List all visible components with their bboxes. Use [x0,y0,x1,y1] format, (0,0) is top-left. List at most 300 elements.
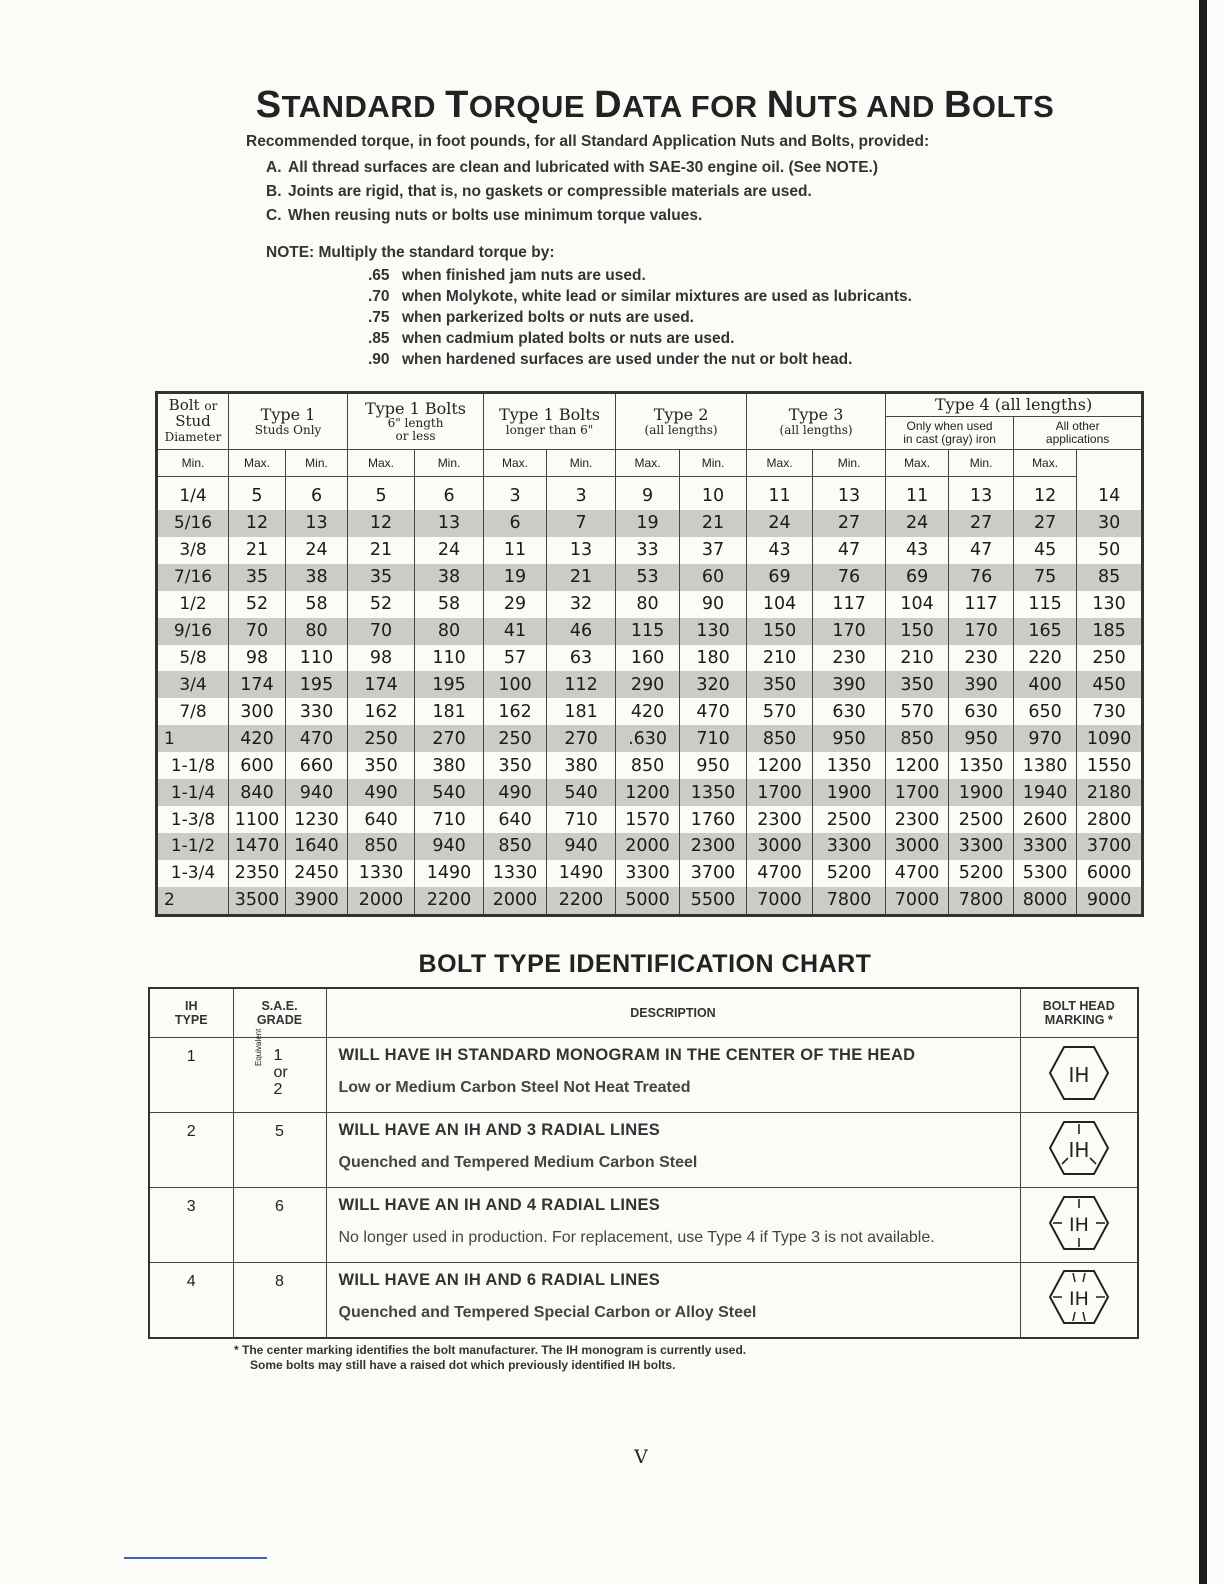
bolt-head-marking [1020,1188,1138,1263]
torque-value: 850 [886,725,949,752]
torque-value: 3300 [616,860,680,887]
torque-value: 1200 [747,752,813,779]
min-header: Min. [286,450,348,477]
torque-value: 181 [415,698,484,725]
torque-value: 1550 [1077,752,1143,779]
torque-value: 2000 [348,887,415,916]
torque-value: 47 [813,537,886,564]
torque-value: 540 [415,779,484,806]
torque-value: 380 [547,752,616,779]
hex-ih-3-lines-icon [1047,1118,1111,1178]
torque-value: 1350 [680,779,747,806]
torque-value: 220 [1014,645,1077,672]
diameter-cell: 1 [157,725,229,752]
torque-value: 11 [747,477,813,510]
torque-value: 21 [547,564,616,591]
max-header: Max. [886,450,949,477]
torque-value: 35 [348,564,415,591]
scan-edge [1199,0,1207,1584]
ih-type: 4 [149,1263,233,1338]
torque-value: 390 [949,671,1014,698]
max-header: Max. [348,450,415,477]
torque-value: 30 [1077,510,1143,537]
torque-row [157,564,1143,591]
sae-grade: 6 [233,1188,326,1263]
torque-value: 19 [616,510,680,537]
torque-value: 160 [616,645,680,672]
torque-value: 33 [616,537,680,564]
page-number: V [634,1446,648,1468]
torque-value: 195 [286,671,348,698]
torque-value: 2000 [616,833,680,860]
torque-value: 43 [747,537,813,564]
type1-short-bolts-header: Type 1 Bolts 6" length or less [348,393,484,450]
diameter-cell: 1-1/2 [157,833,229,860]
torque-value: 970 [1014,725,1077,752]
hex-ih-4-lines-icon [1047,1193,1111,1253]
torque-value: 9 [616,477,680,510]
torque-value: 162 [348,698,415,725]
torque-value: 5200 [949,860,1014,887]
torque-value: 12 [229,510,286,537]
torque-value: 4700 [747,860,813,887]
torque-value: 2350 [229,860,286,887]
torque-value: 117 [813,591,886,618]
torque-value: 3900 [286,887,348,916]
min-header: Min. [547,450,616,477]
torque-value: 350 [348,752,415,779]
torque-value: 1100 [229,806,286,833]
torque-value: 110 [286,645,348,672]
torque-value: 400 [1014,671,1077,698]
torque-value: 13 [813,477,886,510]
max-header: Max. [747,450,813,477]
torque-value: 112 [547,671,616,698]
torque-value: 490 [484,779,547,806]
underline-mark [124,1557,267,1559]
torque-value: 46 [547,618,616,645]
torque-value: 7000 [886,887,949,916]
torque-value: 710 [547,806,616,833]
torque-value: 270 [547,725,616,752]
id-chart-title: BOLT TYPE IDENTIFICATION CHART [418,950,872,978]
torque-value: 2180 [1077,779,1143,806]
torque-value: 470 [680,698,747,725]
torque-value: 450 [1077,671,1143,698]
torque-value: 250 [348,725,415,752]
bolt-head-marking [1020,1263,1138,1338]
torque-value: 850 [747,725,813,752]
torque-row [157,725,1143,752]
diameter-cell: 1/4 [157,477,229,510]
page-title: STANDARD TORQUE DATA FOR NUTS AND BOLTS [255,84,1055,126]
torque-value: 58 [415,591,484,618]
sae-grade: Equivalent 1 or 2 [233,1038,326,1113]
type4-header: Type 4 (all lengths) [886,393,1143,417]
torque-value: 250 [484,725,547,752]
torque-value: 5500 [680,887,747,916]
torque-value: 2500 [813,806,886,833]
torque-value: 940 [547,833,616,860]
max-header: Max. [1014,450,1077,477]
torque-value: 6 [286,477,348,510]
torque-value: 180 [680,645,747,672]
torque-value: 3300 [813,833,886,860]
bolt-head-marking [1020,1038,1138,1113]
torque-value: 3700 [680,860,747,887]
torque-value: 210 [886,645,949,672]
torque-value: 570 [747,698,813,725]
torque-value: 350 [484,752,547,779]
torque-value: 1230 [286,806,348,833]
torque-value: 37 [680,537,747,564]
torque-value: 80 [415,618,484,645]
torque-value: 940 [286,779,348,806]
torque-value: 10 [680,477,747,510]
torque-row [157,477,1143,510]
torque-value: 32 [547,591,616,618]
multiplier-item: .90 when hardened surfaces are used under the nut or bolt head. [368,351,853,368]
torque-value: 8000 [1014,887,1077,916]
torque-value: 350 [886,671,949,698]
torque-table [155,391,1144,917]
torque-value: 130 [1077,591,1143,618]
torque-value: 24 [286,537,348,564]
torque-value: 174 [229,671,286,698]
diameter-cell: 7/8 [157,698,229,725]
diameter-cell: 1-3/4 [157,860,229,887]
torque-value: 58 [286,591,348,618]
diameter-cell: 5/8 [157,645,229,672]
torque-value: 29 [484,591,547,618]
torque-value: 2000 [484,887,547,916]
bolt-diameter-header: Bolt or Stud Diameter [157,393,229,450]
torque-value: 3 [484,477,547,510]
description: WILL HAVE AN IH AND 3 RADIAL LINES Quenched and Tempered Medium Carbon Steel [326,1113,1020,1188]
diameter-cell: 3/4 [157,671,229,698]
torque-row [157,833,1143,860]
torque-value: 250 [1077,645,1143,672]
diameter-cell: 3/8 [157,537,229,564]
torque-row [157,779,1143,806]
torque-value: 3300 [949,833,1014,860]
torque-value: 80 [616,591,680,618]
torque-row [157,887,1143,916]
torque-value: 50 [1077,537,1143,564]
torque-value: 630 [813,698,886,725]
id-row [149,1038,1138,1113]
torque-value: 165 [1014,618,1077,645]
diameter-cell: 9/16 [157,618,229,645]
description-header: DESCRIPTION [326,988,1020,1038]
torque-value: 850 [616,752,680,779]
torque-value: 9000 [1077,887,1143,916]
torque-value: 5 [229,477,286,510]
torque-value: 195 [415,671,484,698]
torque-value: 70 [348,618,415,645]
type4-cast-iron-header: Only when used in cast (gray) iron [886,417,1014,450]
type2-header: Type 2 (all lengths) [616,393,747,450]
torque-value: 270 [415,725,484,752]
torque-value: 170 [813,618,886,645]
torque-value: 330 [286,698,348,725]
multiplier-item: .75 when parkerized bolts or nuts are used. [368,309,694,326]
torque-value: 1330 [484,860,547,887]
description: WILL HAVE AN IH AND 4 RADIAL LINES No longer used in production. For replacement, use Type 4 if Type 3 is not available. [326,1188,1020,1263]
torque-value: 43 [886,537,949,564]
torque-value: 75 [1014,564,1077,591]
torque-row [157,698,1143,725]
torque-value: 24 [886,510,949,537]
torque-value: 1350 [949,752,1014,779]
torque-value: 640 [348,806,415,833]
torque-value: 940 [415,833,484,860]
type1-long-bolts-header: Type 1 Bolts longer than 6" [484,393,616,450]
torque-value: 100 [484,671,547,698]
torque-value: 3700 [1077,833,1143,860]
torque-value: 710 [415,806,484,833]
torque-value: 730 [1077,698,1143,725]
torque-value: 390 [813,671,886,698]
torque-value: 1490 [547,860,616,887]
torque-value: 115 [616,618,680,645]
torque-value: 11 [886,477,949,510]
torque-value: 660 [286,752,348,779]
torque-value: 104 [747,591,813,618]
svg-text:IH: IH [1068,1137,1090,1162]
hex-ih-plain-icon [1047,1043,1111,1103]
id-row [149,1113,1138,1188]
torque-value: 1640 [286,833,348,860]
torque-value: 13 [547,537,616,564]
id-row [149,1263,1138,1338]
torque-value: 420 [229,725,286,752]
torque-value: 290 [616,671,680,698]
torque-row [157,671,1143,698]
diameter-cell: 1/2 [157,591,229,618]
type3-header: Type 3 (all lengths) [747,393,886,450]
torque-value: 850 [484,833,547,860]
torque-value: 230 [949,645,1014,672]
diameter-cell: 7/16 [157,564,229,591]
torque-value: 150 [747,618,813,645]
torque-value: .630 [616,725,680,752]
torque-value: 98 [348,645,415,672]
diameter-cell: 5/16 [157,510,229,537]
torque-value: 69 [886,564,949,591]
torque-value: 350 [747,671,813,698]
torque-row [157,537,1143,564]
torque-value: 6 [415,477,484,510]
torque-value: 117 [949,591,1014,618]
torque-value: 1760 [680,806,747,833]
torque-value: 38 [415,564,484,591]
torque-row [157,806,1143,833]
multiplier-item: .70 when Molykote, white lead or similar mixtures are used as lubricants. [368,288,912,305]
torque-value: 950 [680,752,747,779]
torque-value: 45 [1014,537,1077,564]
description: WILL HAVE AN IH AND 6 RADIAL LINES Quenched and Tempered Special Carbon or Alloy Steel [326,1263,1020,1338]
torque-value: 7800 [813,887,886,916]
torque-value: 950 [949,725,1014,752]
id-row [149,1188,1138,1263]
torque-value: 230 [813,645,886,672]
torque-value: 300 [229,698,286,725]
type4-other-header: All other applications [1014,417,1143,450]
type1-studs-header: Type 1 Studs Only [229,393,348,450]
torque-value: 5300 [1014,860,1077,887]
torque-value: 540 [547,779,616,806]
torque-row [157,591,1143,618]
torque-value: 13 [286,510,348,537]
footnote: * The center marking identifies the bolt manufacturer. The IH monogram is currently used. Some bolts may still have a raised dot which previously identified IH bolts. [234,1343,747,1372]
torque-value: 1570 [616,806,680,833]
torque-value: 27 [949,510,1014,537]
ih-type: 3 [149,1188,233,1263]
torque-value: 170 [949,618,1014,645]
torque-value: 2450 [286,860,348,887]
torque-value: 98 [229,645,286,672]
torque-value: 210 [747,645,813,672]
torque-value: 35 [229,564,286,591]
min-header: Min. [680,450,747,477]
torque-value: 52 [229,591,286,618]
torque-value: 57 [484,645,547,672]
torque-row [157,645,1143,672]
torque-value: 38 [286,564,348,591]
condition-b: B. Joints are rigid, that is, no gaskets or compressible materials are used. [266,183,812,200]
torque-value: 640 [484,806,547,833]
marking-header: BOLT HEAD MARKING * [1020,988,1138,1038]
torque-value: 7800 [949,887,1014,916]
torque-value: 11 [484,537,547,564]
torque-value: 4700 [886,860,949,887]
torque-value: 53 [616,564,680,591]
torque-row [157,860,1143,887]
torque-value: 1700 [747,779,813,806]
torque-value: 2300 [747,806,813,833]
torque-value: 5 [348,477,415,510]
torque-value: 130 [680,618,747,645]
torque-row [157,752,1143,779]
min-header: Min. [949,450,1014,477]
svg-text:IH: IH [1068,1213,1089,1236]
torque-value: 1470 [229,833,286,860]
torque-value: 13 [415,510,484,537]
torque-value: 12 [348,510,415,537]
torque-value: 840 [229,779,286,806]
hex-ih-6-lines-icon [1047,1267,1111,1327]
bolt-id-chart [148,987,1139,1339]
torque-value: 5200 [813,860,886,887]
torque-value: 41 [484,618,547,645]
torque-value: 2300 [680,833,747,860]
torque-value: 162 [484,698,547,725]
torque-value: 1490 [415,860,484,887]
torque-value: 470 [286,725,348,752]
min-header: Min. [415,450,484,477]
note-heading: NOTE: Multiply the standard torque by: [266,244,555,261]
torque-value: 2800 [1077,806,1143,833]
torque-value: 110 [415,645,484,672]
torque-value: 115 [1014,591,1077,618]
max-header: Max. [229,450,286,477]
torque-value: 13 [949,477,1014,510]
torque-value: 850 [348,833,415,860]
torque-value: 2200 [547,887,616,916]
torque-value: 650 [1014,698,1077,725]
diameter-cell: 1-1/8 [157,752,229,779]
torque-value: 52 [348,591,415,618]
torque-value: 2300 [886,806,949,833]
max-header: Max. [484,450,547,477]
torque-value: 1900 [949,779,1014,806]
torque-value: 24 [415,537,484,564]
torque-value: 90 [680,591,747,618]
torque-value: 19 [484,564,547,591]
torque-value: 3000 [886,833,949,860]
torque-value: 21 [680,510,747,537]
min-header: Min. [157,450,229,477]
torque-row [157,618,1143,645]
torque-value: 420 [616,698,680,725]
torque-value: 174 [348,671,415,698]
torque-value: 69 [747,564,813,591]
torque-value: 1200 [616,779,680,806]
svg-text:IH: IH [1068,1062,1090,1087]
torque-value: 76 [949,564,1014,591]
torque-value: 490 [348,779,415,806]
torque-value: 1200 [886,752,949,779]
torque-value: 380 [415,752,484,779]
bolt-head-marking [1020,1113,1138,1188]
svg-text:IH: IH [1068,1288,1089,1311]
torque-value: 76 [813,564,886,591]
torque-value: 27 [813,510,886,537]
diameter-cell: 1-3/8 [157,806,229,833]
torque-value: 3500 [229,887,286,916]
torque-value: 6000 [1077,860,1143,887]
torque-value: 2500 [949,806,1014,833]
torque-value: 1940 [1014,779,1077,806]
torque-value: 570 [886,698,949,725]
torque-value: 47 [949,537,1014,564]
torque-value: 24 [747,510,813,537]
torque-value: 80 [286,618,348,645]
torque-value: 7000 [747,887,813,916]
torque-value: 21 [229,537,286,564]
torque-value: 1330 [348,860,415,887]
torque-value: 630 [949,698,1014,725]
sae-grade: 5 [233,1113,326,1188]
torque-value: 2600 [1014,806,1077,833]
torque-value: 85 [1077,564,1143,591]
torque-value: 600 [229,752,286,779]
torque-value: 185 [1077,618,1143,645]
torque-value: 710 [680,725,747,752]
torque-value: 6 [484,510,547,537]
torque-row [157,510,1143,537]
sae-grade: 8 [233,1263,326,1338]
torque-value: 2200 [415,887,484,916]
description: WILL HAVE IH STANDARD MONOGRAM IN THE CENTER OF THE HEAD Low or Medium Carbon Steel Not Heat Treated [326,1038,1020,1113]
sae-grade-header: S.A.E. GRADE [233,988,326,1038]
torque-value: 14 [1077,477,1143,510]
torque-value: 1380 [1014,752,1077,779]
torque-value: 70 [229,618,286,645]
condition-a: A. All thread surfaces are clean and lubricated with SAE-30 engine oil. (See NOTE.) [266,159,879,176]
multiplier-item: .85 when cadmium plated bolts or nuts are used. [368,330,735,347]
